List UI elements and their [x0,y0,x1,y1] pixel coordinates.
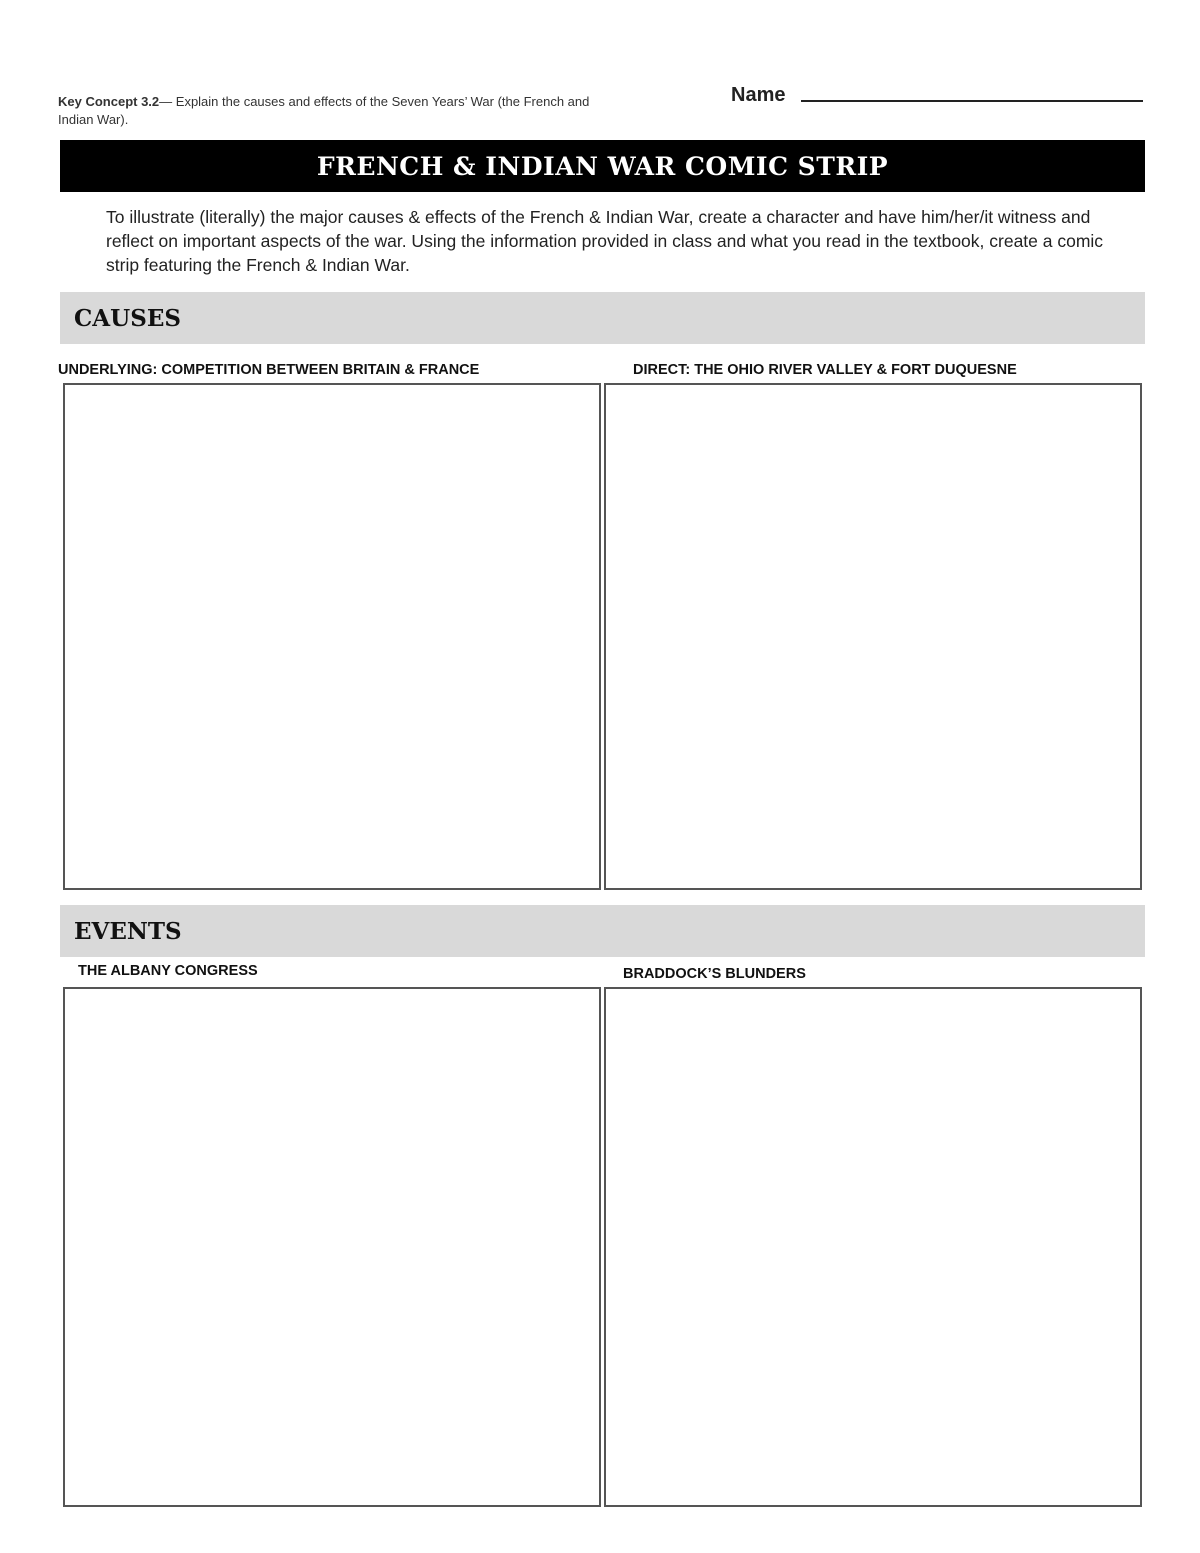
key-concept-label: Key Concept 3.2 [58,94,160,109]
causes-section-header [60,292,1145,344]
key-concept-text: — Explain the causes and effects of the Seven Years’ War (the French and Indian War). [58,94,590,127]
comic-panel-albany-congress[interactable] [63,987,601,1507]
title-bar [60,140,1145,192]
page-title: FRENCH & INDIAN WAR COMIC STRIP [316,151,889,181]
comic-panel-underlying[interactable] [63,383,601,890]
panel-label-braddocks-blunders: BRADDOCK’S BLUNDERS [623,966,806,982]
panel-label-direct: DIRECT: THE OHIO RIVER VALLEY & FORT DUQUESNE [633,362,1017,378]
name-label: Name [731,84,786,106]
events-section-header [60,905,1145,957]
panel-label-albany-congress: THE ALBANY CONGRESS [78,963,258,979]
comic-panel-braddocks-blunders[interactable] [604,987,1142,1507]
key-concept [58,93,618,129]
panel-label-underlying: UNDERLYING: COMPETITION BETWEEN BRITAIN & FRANCE [58,362,480,378]
instructions-paragraph: To illustrate (literally) the major causes & effects of the French & Indian War, create a character and have him/her/it witness and reflect on important aspects of the war. Using the information provided in class and what you read in the textbook, create a comic strip featuring the French & Indian War. [106,207,1104,275]
comic-panel-direct[interactable] [604,383,1142,890]
causes-heading: CAUSES [74,304,181,332]
name-input-line[interactable] [801,100,1143,102]
events-heading: EVENTS [74,917,182,945]
